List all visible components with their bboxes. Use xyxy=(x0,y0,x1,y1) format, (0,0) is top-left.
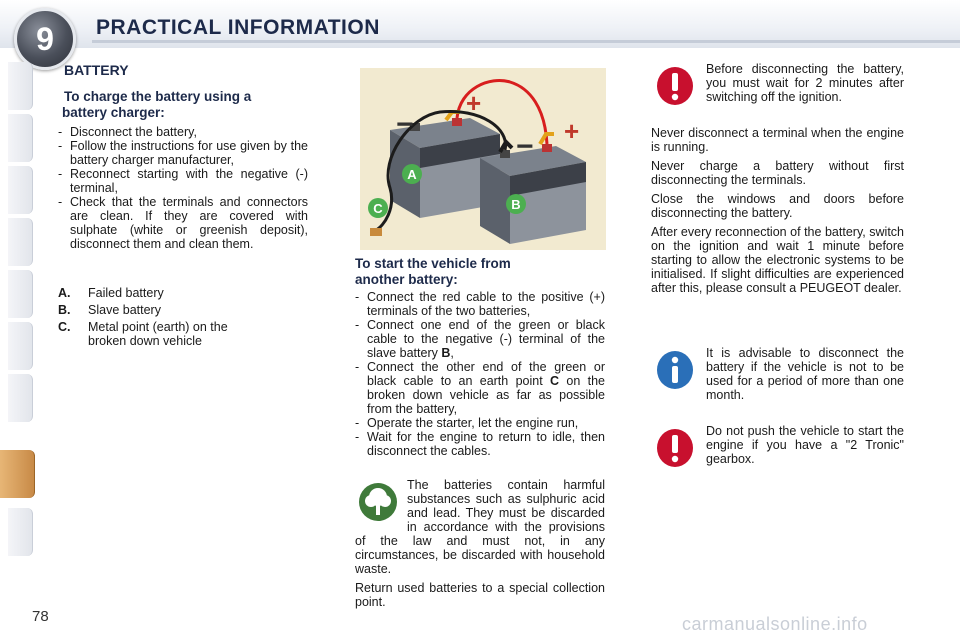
warning-disconnect: Before disconnecting the battery, you must wait for 2 minutes after switching off the ignition. xyxy=(706,62,904,104)
precaution-paragraph: After every reconnection of the battery, switch on the ignition and wait 1 minute before starting to allow the electronic systems to be initialised. If slight difficulties are experienced after this, please consult a PEUGEOT dealer. xyxy=(651,225,904,295)
jump-heading-line2: another battery: xyxy=(355,272,458,287)
legend-text: Failed battery xyxy=(88,286,164,300)
chapter-tab[interactable] xyxy=(8,62,33,110)
environment-note xyxy=(355,478,605,614)
earth-point xyxy=(370,228,382,236)
label-a: A xyxy=(407,167,417,182)
chapter-tab[interactable] xyxy=(8,218,33,266)
chapter-badge xyxy=(14,8,76,70)
legend-text: Metal point (earth) on the broken down vehicle xyxy=(88,320,228,348)
legend-item xyxy=(58,286,288,302)
charge-steps xyxy=(58,125,308,251)
list-item xyxy=(355,290,605,318)
list-item: - Disconnect the battery, xyxy=(58,125,308,139)
chapter-number: 9 xyxy=(36,21,54,57)
page-number: 78 xyxy=(32,608,49,625)
legend-text: Slave battery xyxy=(88,303,161,317)
precaution-paragraph: Close the windows and doors before disconnecting the battery. xyxy=(651,192,904,220)
list-item xyxy=(355,318,605,360)
list-item xyxy=(355,416,605,430)
legend-key: B. xyxy=(58,303,71,317)
jump-start-illustration xyxy=(360,68,606,250)
environment-para1: The batteries contain harmful substances such as sulphuric acid and lead. They must be discarded in accordance with the provisions of the law and must not, in any circumstances, be discarded with household waste. xyxy=(355,478,605,576)
jump-heading xyxy=(355,256,605,288)
section-title: BATTERY xyxy=(64,62,129,78)
legend-key: C. xyxy=(58,320,71,334)
step-text: Connect the red cable to the positive (+) terminals of the two batteries, xyxy=(367,290,605,318)
step-after: on the broken down vehicle as far as possible from the battery, xyxy=(367,374,605,416)
label-b: B xyxy=(511,197,521,212)
minus-sign: − xyxy=(396,108,414,141)
list-item: - Reconnect starting with the negative (-) terminal, xyxy=(58,167,308,195)
chapter-tabs xyxy=(0,62,34,574)
chapter-tab[interactable] xyxy=(8,374,33,422)
list-item xyxy=(355,430,605,458)
step-after: , xyxy=(450,346,454,360)
charge-heading xyxy=(62,89,312,121)
label-c: C xyxy=(373,201,383,216)
warning-push: Do not push the vehicle to start the engine if you have a "2 Tronic" gearbox. xyxy=(706,424,904,466)
step-text: Wait for the engine to return to idle, then disconnect the cables. xyxy=(367,430,605,458)
step-text: Operate the starter, let the engine run, xyxy=(367,416,579,430)
chapter-tab-active[interactable] xyxy=(0,450,35,498)
chapter-tab[interactable] xyxy=(8,270,33,318)
step-bold: C xyxy=(550,374,560,388)
step-text: Connect the other end of the green or black cable to an earth point xyxy=(367,360,605,388)
terminal-positive-b xyxy=(542,144,552,152)
page-title: PRACTICAL INFORMATION xyxy=(96,16,380,39)
plus-sign: + xyxy=(466,88,482,118)
chapter-tab[interactable] xyxy=(8,166,33,214)
terminal-positive-a xyxy=(452,118,462,126)
watermark: carmanualsonline.info xyxy=(682,614,868,634)
charge-heading-line1: To charge the battery using a xyxy=(64,89,252,104)
plus-sign: + xyxy=(564,116,580,146)
list-item: - Check that the terminals and connectors are clean. If they are covered with sulphate (white or greenish deposit), disconnect them and clean them. xyxy=(58,195,308,251)
battery-precautions xyxy=(651,126,904,300)
jump-heading-line1: To start the vehicle from xyxy=(355,256,511,271)
step-bold: B xyxy=(441,346,451,360)
exclamation-icon xyxy=(656,428,694,468)
legend-item xyxy=(58,303,288,319)
chapter-tab[interactable] xyxy=(8,322,33,370)
legend-key: A. xyxy=(58,286,71,300)
environment-para2: Return used batteries to a special collection point. xyxy=(355,581,605,609)
list-item: - Follow the instructions for use given by the battery charger manufacturer, xyxy=(58,139,308,167)
info-advice: It is advisable to disconnect the battery if the vehicle is not to be used for a period of more than one month. xyxy=(706,346,904,402)
chapter-tab[interactable] xyxy=(8,508,33,556)
minus-sign: − xyxy=(516,130,534,163)
info-icon xyxy=(656,350,694,390)
precaution-paragraph: Never disconnect a terminal when the engine is running. xyxy=(651,126,904,154)
chapter-tab[interactable] xyxy=(8,114,33,162)
list-item xyxy=(355,360,605,416)
exclamation-icon xyxy=(656,66,694,106)
icon-spacer xyxy=(355,478,407,524)
precaution-paragraph: Never charge a battery without first disconnecting the terminals. xyxy=(651,159,904,187)
charge-heading-line2: battery charger: xyxy=(62,105,165,120)
step-text: Connect one end of the green or black cable to the negative (-) terminal of the slave battery xyxy=(367,318,605,360)
jump-steps xyxy=(355,290,605,458)
legend-item xyxy=(58,320,288,350)
header-rule xyxy=(92,40,960,43)
